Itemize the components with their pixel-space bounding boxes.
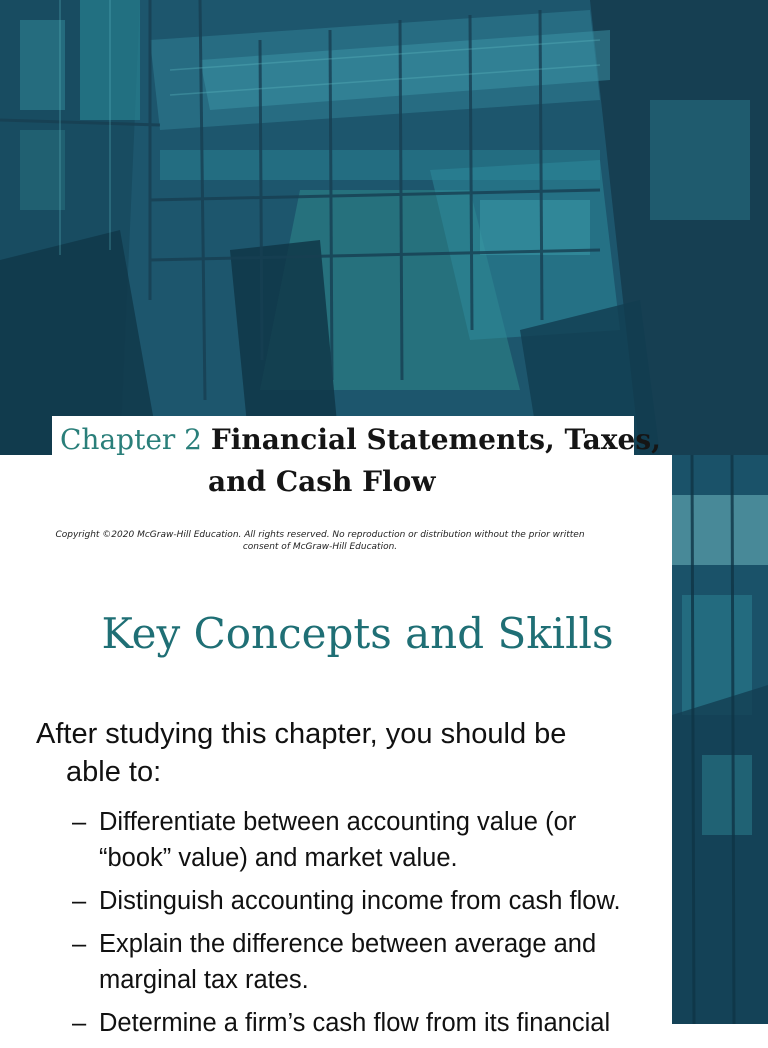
chapter-title-line2: and Cash Flow [208,465,436,498]
bullet-text-line1: Determine a firm’s cash flow from its financial [99,1009,611,1037]
list-item [72,926,672,998]
copyright-line1: Copyright ©2020 McGraw-Hill Education. All rights reserved. No reproduction or distribution without the prior written [55,530,585,540]
bullet-text-line1: Distinguish accounting income from cash flow. [99,887,621,915]
copyright-line2: consent of McGraw-Hill Education. [242,542,398,552]
bullet-text-line1: Differentiate between accounting value (or [99,808,577,836]
skills-list [72,804,672,1048]
intro-line2: able to: [66,756,162,788]
bullet-dash: – [72,1009,87,1037]
cover-artwork [0,0,768,455]
bullet-text-line2: “book” value) and market value. [99,844,458,872]
copyright-notice [40,529,600,553]
list-item [72,1005,672,1041]
chapter-number: Chapter 2 [60,423,202,456]
bullet-dash: – [72,808,87,836]
chapter-title-line1: Financial Statements, Taxes, [210,423,661,456]
bullet-text-line2: marginal tax rates. [99,966,309,994]
slide-heading: Key Concepts and Skills [101,609,614,658]
bullet-text-line1: Explain the difference between average and [99,930,597,958]
list-item [72,804,672,876]
intro-line1: After studying this chapter, you should be [36,718,567,750]
intro-text [36,715,656,791]
side-artwork-strip [672,455,768,1024]
list-item [72,883,672,919]
bullet-dash: – [72,930,87,958]
chapter-heading [60,420,661,460]
bullet-dash: – [72,887,87,915]
